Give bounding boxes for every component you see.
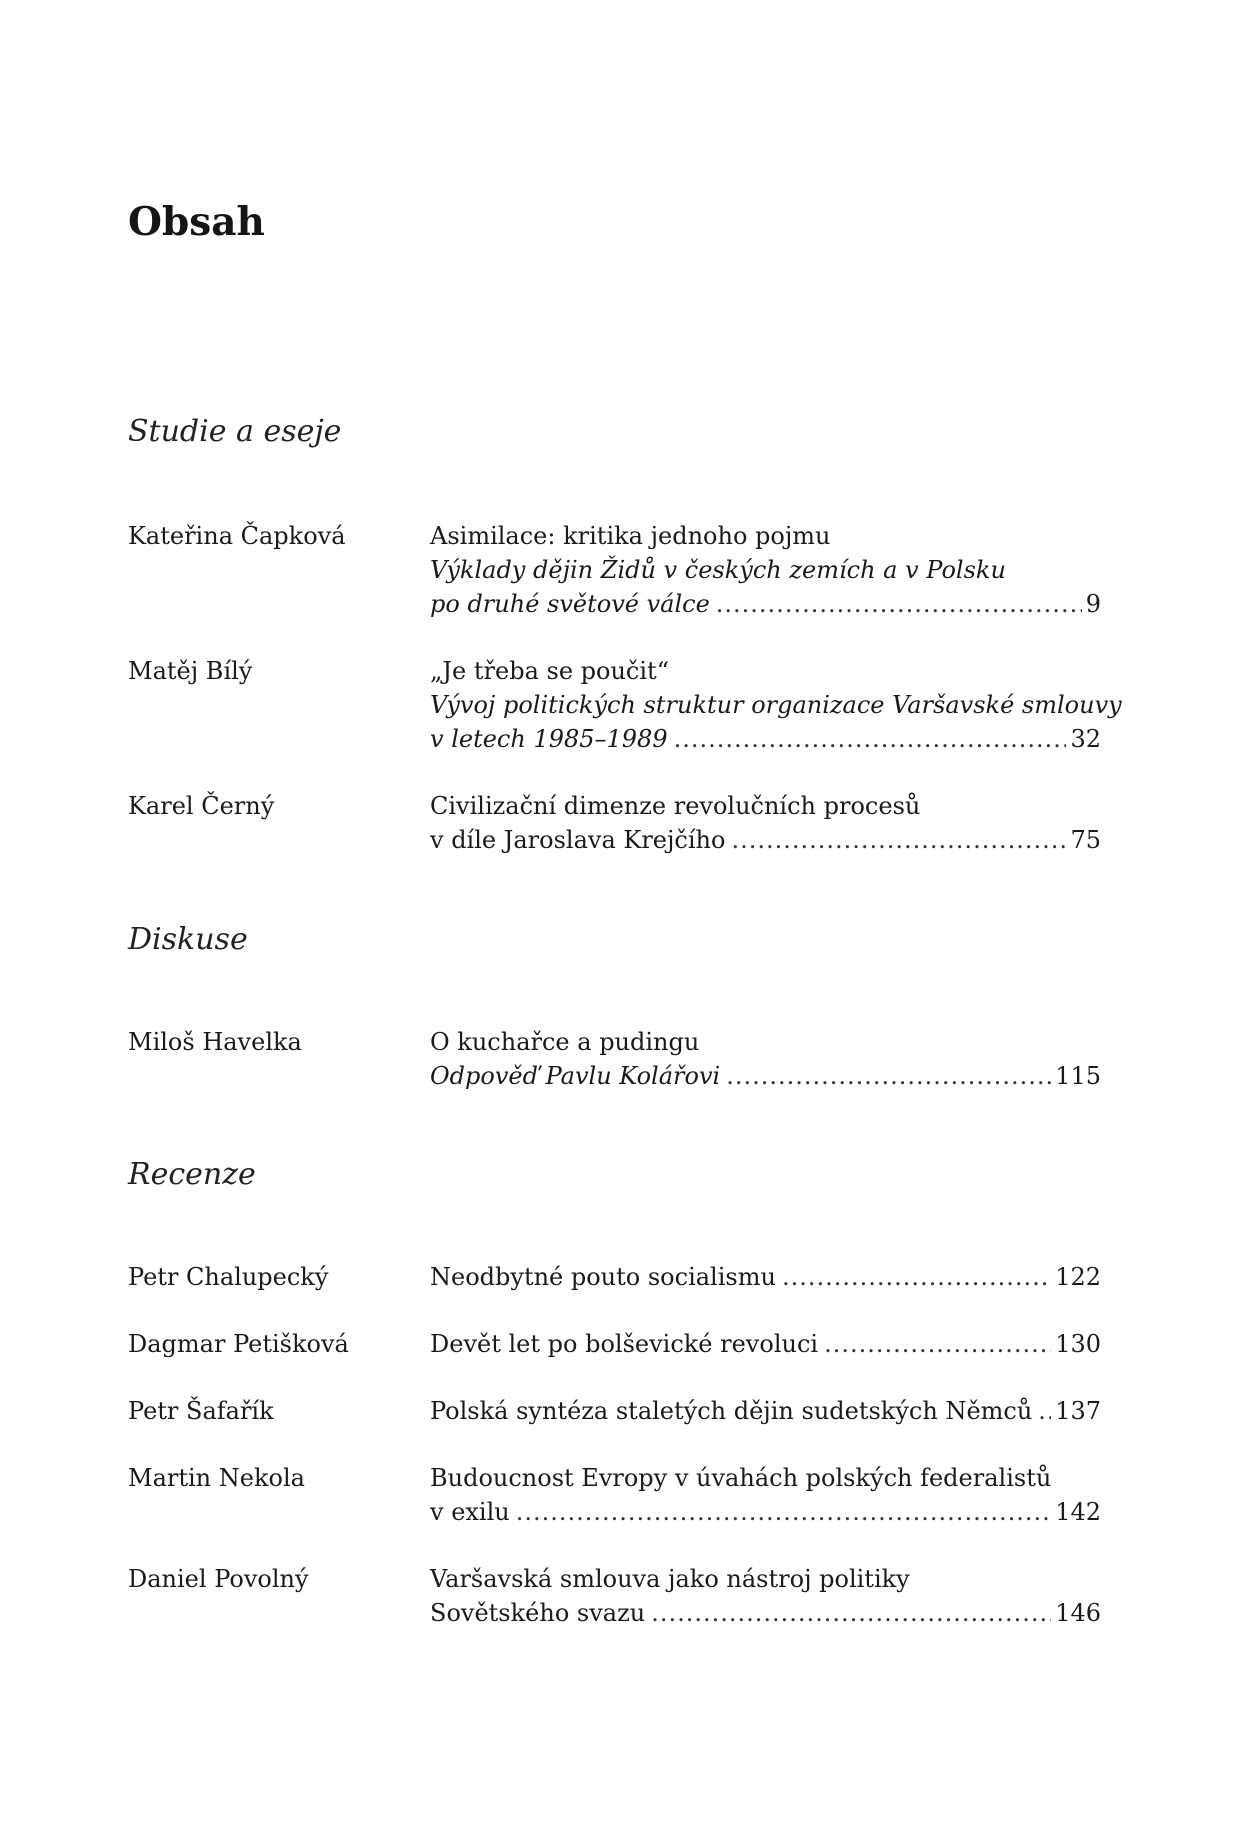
section-heading-studie: Studie a eseje <box>128 414 342 449</box>
dot-leader <box>726 1059 1051 1093</box>
entry-subtitle-line <box>430 553 1101 587</box>
entry-titles <box>430 789 1101 857</box>
section-heading-diskuse: Diskuse <box>128 922 248 957</box>
entry-subtitle-line[interactable] <box>430 587 1101 621</box>
entry-title-line <box>430 1461 1101 1495</box>
entry-title-line <box>430 519 1101 553</box>
entry-title-line[interactable] <box>430 1260 1101 1294</box>
entry-author: Petr Chalupecký <box>128 1263 329 1291</box>
page-number: 115 <box>1055 1062 1101 1090</box>
subtitle-text: Vývoj politických struktur organizace Varšavské smlouvy <box>430 691 1122 719</box>
subtitle-text: Odpověď Pavlu Kolářovi <box>430 1062 721 1090</box>
subtitle-text: po druhé světové válce <box>430 590 710 618</box>
page-number: 122 <box>1055 1263 1101 1291</box>
entry-titles <box>430 1025 1101 1093</box>
title-text: Polská syntéza staletých dějin sudetských Němců <box>430 1397 1033 1425</box>
subtitle-text: v letech 1985–1989 <box>430 725 668 753</box>
entry-titles <box>430 1461 1101 1529</box>
title-text: Civilizační dimenze revolučních procesů <box>430 792 921 820</box>
page-title: Obsah <box>128 199 265 245</box>
entry-titles <box>430 654 1122 756</box>
entry-author: Karel Černý <box>128 792 275 820</box>
entry-titles <box>430 1327 1101 1361</box>
page-number: 146 <box>1055 1599 1101 1627</box>
entry-title-line <box>430 654 1101 688</box>
dot-leader <box>782 1260 1051 1294</box>
entry-author: Daniel Povolný <box>128 1565 309 1593</box>
entry-titles <box>430 1562 1101 1630</box>
subtitle-text: Výklady dějin Židů v českých zemích a v Polsku <box>430 556 1006 584</box>
dot-leader <box>1038 1394 1051 1428</box>
entry-author: Dagmar Petišková <box>128 1330 349 1358</box>
title-text: Sovětského svazu <box>430 1599 646 1627</box>
entry-author: Martin Nekola <box>128 1464 305 1492</box>
entry-title-line[interactable] <box>430 1394 1101 1428</box>
dot-leader <box>824 1327 1051 1361</box>
entry-titles <box>430 1394 1101 1428</box>
page-number: 32 <box>1070 725 1101 753</box>
dot-leader <box>651 1596 1051 1630</box>
page-number: 130 <box>1055 1330 1101 1358</box>
title-text: v díle Jaroslava Krejčího <box>430 826 726 854</box>
title-text: Neodbytné pouto socialismu <box>430 1263 776 1291</box>
entry-author: Kateřina Čapková <box>128 522 346 550</box>
dot-leader <box>731 823 1066 857</box>
title-text: Asimilace: kritika jednoho pojmu <box>430 522 831 550</box>
entry-subtitle-line[interactable] <box>430 1059 1101 1093</box>
entry-title-line[interactable] <box>430 1596 1101 1630</box>
entry-title-line[interactable] <box>430 1495 1101 1529</box>
title-text: Varšavská smlouva jako nástroj politiky <box>430 1565 910 1593</box>
entry-title-line <box>430 789 1101 823</box>
entry-titles <box>430 519 1101 621</box>
entry-author: Matěj Bílý <box>128 657 253 685</box>
entry-title-line[interactable] <box>430 1327 1101 1361</box>
dot-leader <box>674 722 1067 756</box>
entry-subtitle-line[interactable] <box>430 722 1101 756</box>
entry-title-line[interactable] <box>430 823 1101 857</box>
title-text: v exilu <box>430 1498 510 1526</box>
dot-leader <box>716 587 1082 621</box>
dot-leader <box>516 1495 1051 1529</box>
entry-author: Miloš Havelka <box>128 1028 302 1056</box>
entry-subtitle-line <box>430 688 1122 722</box>
section-heading-recenze: Recenze <box>128 1157 256 1192</box>
entry-title-line <box>430 1562 1101 1596</box>
page-number: 9 <box>1085 590 1101 618</box>
entry-title-line <box>430 1025 1101 1059</box>
title-text: „Je třeba se poučit“ <box>430 657 669 685</box>
page-number: 142 <box>1055 1498 1101 1526</box>
title-text: Budoucnost Evropy v úvahách polských federalistů <box>430 1464 1052 1492</box>
title-text: Devět let po bolševické revoluci <box>430 1330 819 1358</box>
entry-titles <box>430 1260 1101 1294</box>
page-number: 137 <box>1055 1397 1101 1425</box>
page-number: 75 <box>1070 826 1101 854</box>
title-text: O kuchařce a pudingu <box>430 1028 700 1056</box>
entry-author: Petr Šafařík <box>128 1397 274 1425</box>
